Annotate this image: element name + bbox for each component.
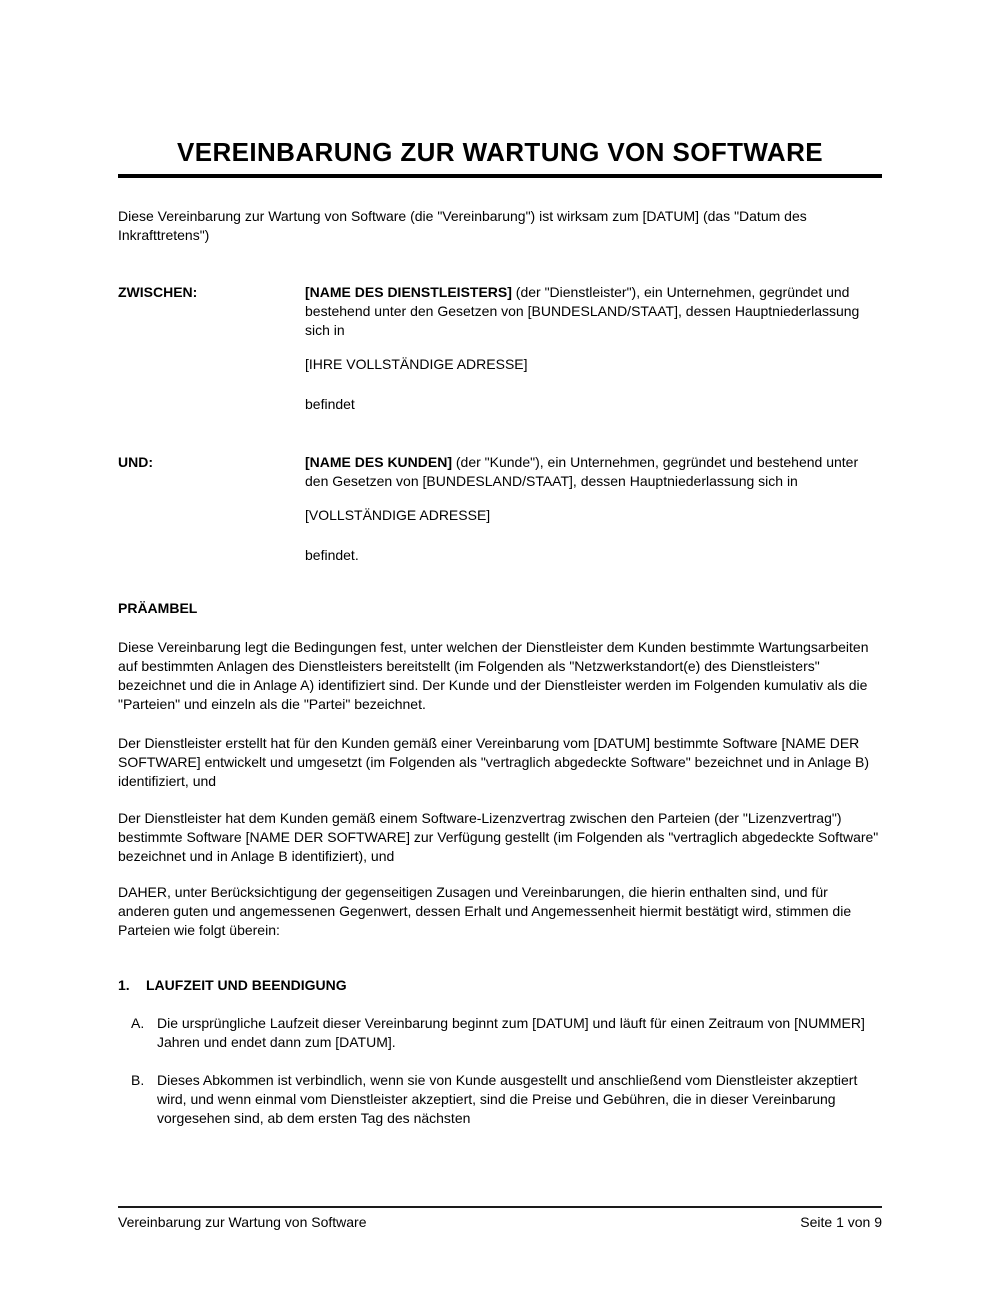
footer-page-number: Seite 1 von 9	[800, 1214, 882, 1230]
section-number: 1.	[118, 977, 130, 993]
preamble-heading: PRÄAMBEL	[118, 600, 198, 616]
section-title: LAUFZEIT UND BEENDIGUNG	[146, 977, 347, 993]
title-rule	[118, 174, 882, 178]
footer-document-name: Vereinbarung zur Wartung von Software	[118, 1214, 367, 1230]
party-address-placeholder: [IHRE VOLLSTÄNDIGE ADRESSE]	[305, 356, 528, 372]
item-text: Die ursprüngliche Laufzeit dieser Vereinbarung beginnt zum [DATUM] und läuft für einen Zeitraum von [NUMMER] Jahren und endet dann zum [DATUM].	[157, 1015, 865, 1050]
preamble-paragraph-4: DAHER, unter Berücksichtigung der gegenseitigen Zusagen und Vereinbarungen, die hierin enthalten sind, und für anderen guten und angemessenen Gegenwert, dessen Erhalt und Angemessenheit hiermit bestätigt wird, stimmen die Parteien wie folgt überein:	[118, 884, 852, 938]
page-footer	[118, 1206, 882, 1232]
party-description	[305, 283, 882, 340]
party-body	[305, 453, 882, 565]
party-description	[305, 453, 882, 491]
party-address-placeholder: [VOLLSTÄNDIGE ADRESSE]	[305, 507, 491, 523]
party-body	[305, 283, 882, 414]
party-label: ZWISCHEN:	[118, 284, 198, 300]
party-closing-word: befindet.	[305, 547, 359, 563]
preamble-paragraph-3: Der Dienstleister hat dem Kunden gemäß einem Software-Lizenzvertrag zwischen den Parteien (der "Lizenzvertrag") bestimmte Software [NAME DER SOFTWARE] zur Verfügung gestellt (im Folgenden als "vertraglich abgedeckte Software" bezeichnet und in Anlage B identifiziert), und	[118, 810, 879, 864]
document-content	[0, 139, 1000, 1128]
party-description-rest: (der "Dienstleister"), ein Unternehmen, gegründet und bestehend unter den Gesetzen von [BUNDESLAND/STAAT], dessen Hauptniederlassung sich in	[305, 284, 860, 338]
footer-text-row	[118, 1213, 882, 1232]
list-item-a	[118, 1014, 882, 1052]
section-1-heading	[118, 976, 882, 995]
item-letter: A.	[131, 1015, 145, 1031]
item-text: Dieses Abkommen ist verbindlich, wenn sie von Kunde ausgestellt und anschließend vom Dienstleister akzeptiert wird, und wenn einmal vom Dienstleister akzeptiert, sind die Preise und Gebühren, die in dieser Vereinbarung vorgesehen sind, ab dem ersten Tag des nächsten	[157, 1072, 858, 1126]
footer-rule	[118, 1206, 882, 1208]
item-letter: B.	[131, 1072, 145, 1088]
party-name-placeholder: [NAME DES DIENSTLEISTERS]	[305, 284, 512, 300]
intro-paragraph: Diese Vereinbarung zur Wartung von Software (die "Vereinbarung") ist wirksam zum [DATUM] (das "Datum des Inkrafttretens")	[118, 208, 807, 243]
party-closing-word: befindet	[305, 396, 355, 412]
party-name-placeholder: [NAME DES KUNDEN]	[305, 454, 452, 470]
document-title: VEREINBARUNG ZUR WARTUNG VON SOFTWARE	[176, 137, 824, 167]
party-label: UND:	[118, 454, 153, 470]
party-block-provider	[118, 283, 882, 414]
party-description-rest: (der "Kunde"), ein Unternehmen, gegründet und bestehend unter den Gesetzen von [BUNDESLAND/STAAT], dessen Hauptniederlassung sich in	[305, 454, 859, 489]
party-block-customer	[118, 453, 882, 565]
preamble-paragraph-2: Der Dienstleister erstellt hat für den Kunden gemäß einer Vereinbarung vom [DATUM] bestimmte Software [NAME DER SOFTWARE] entwickelt und umgesetzt (im Folgenden als "vertraglich abgedeckte Software" bezeichnet und in Anlage B) identifiziert, und	[118, 735, 870, 789]
list-item-b	[118, 1071, 882, 1128]
preamble-paragraph-1: Diese Vereinbarung legt die Bedingungen fest, unter welchen der Dienstleister dem Kunden bestimmte Wartungsarbeiten auf bestimmten Anlagen des Dienstleisters bereitstellt (im Folgenden als "Netzwerkstandort(e) des Dienstleisters" bezeichnet und die in Anlage A) identifiziert sind. Der Kunde und der Dienstleister werden im Folgenden kumulativ als die "Parteien" und einzeln als die "Partei" bezeichnet.	[118, 639, 869, 712]
